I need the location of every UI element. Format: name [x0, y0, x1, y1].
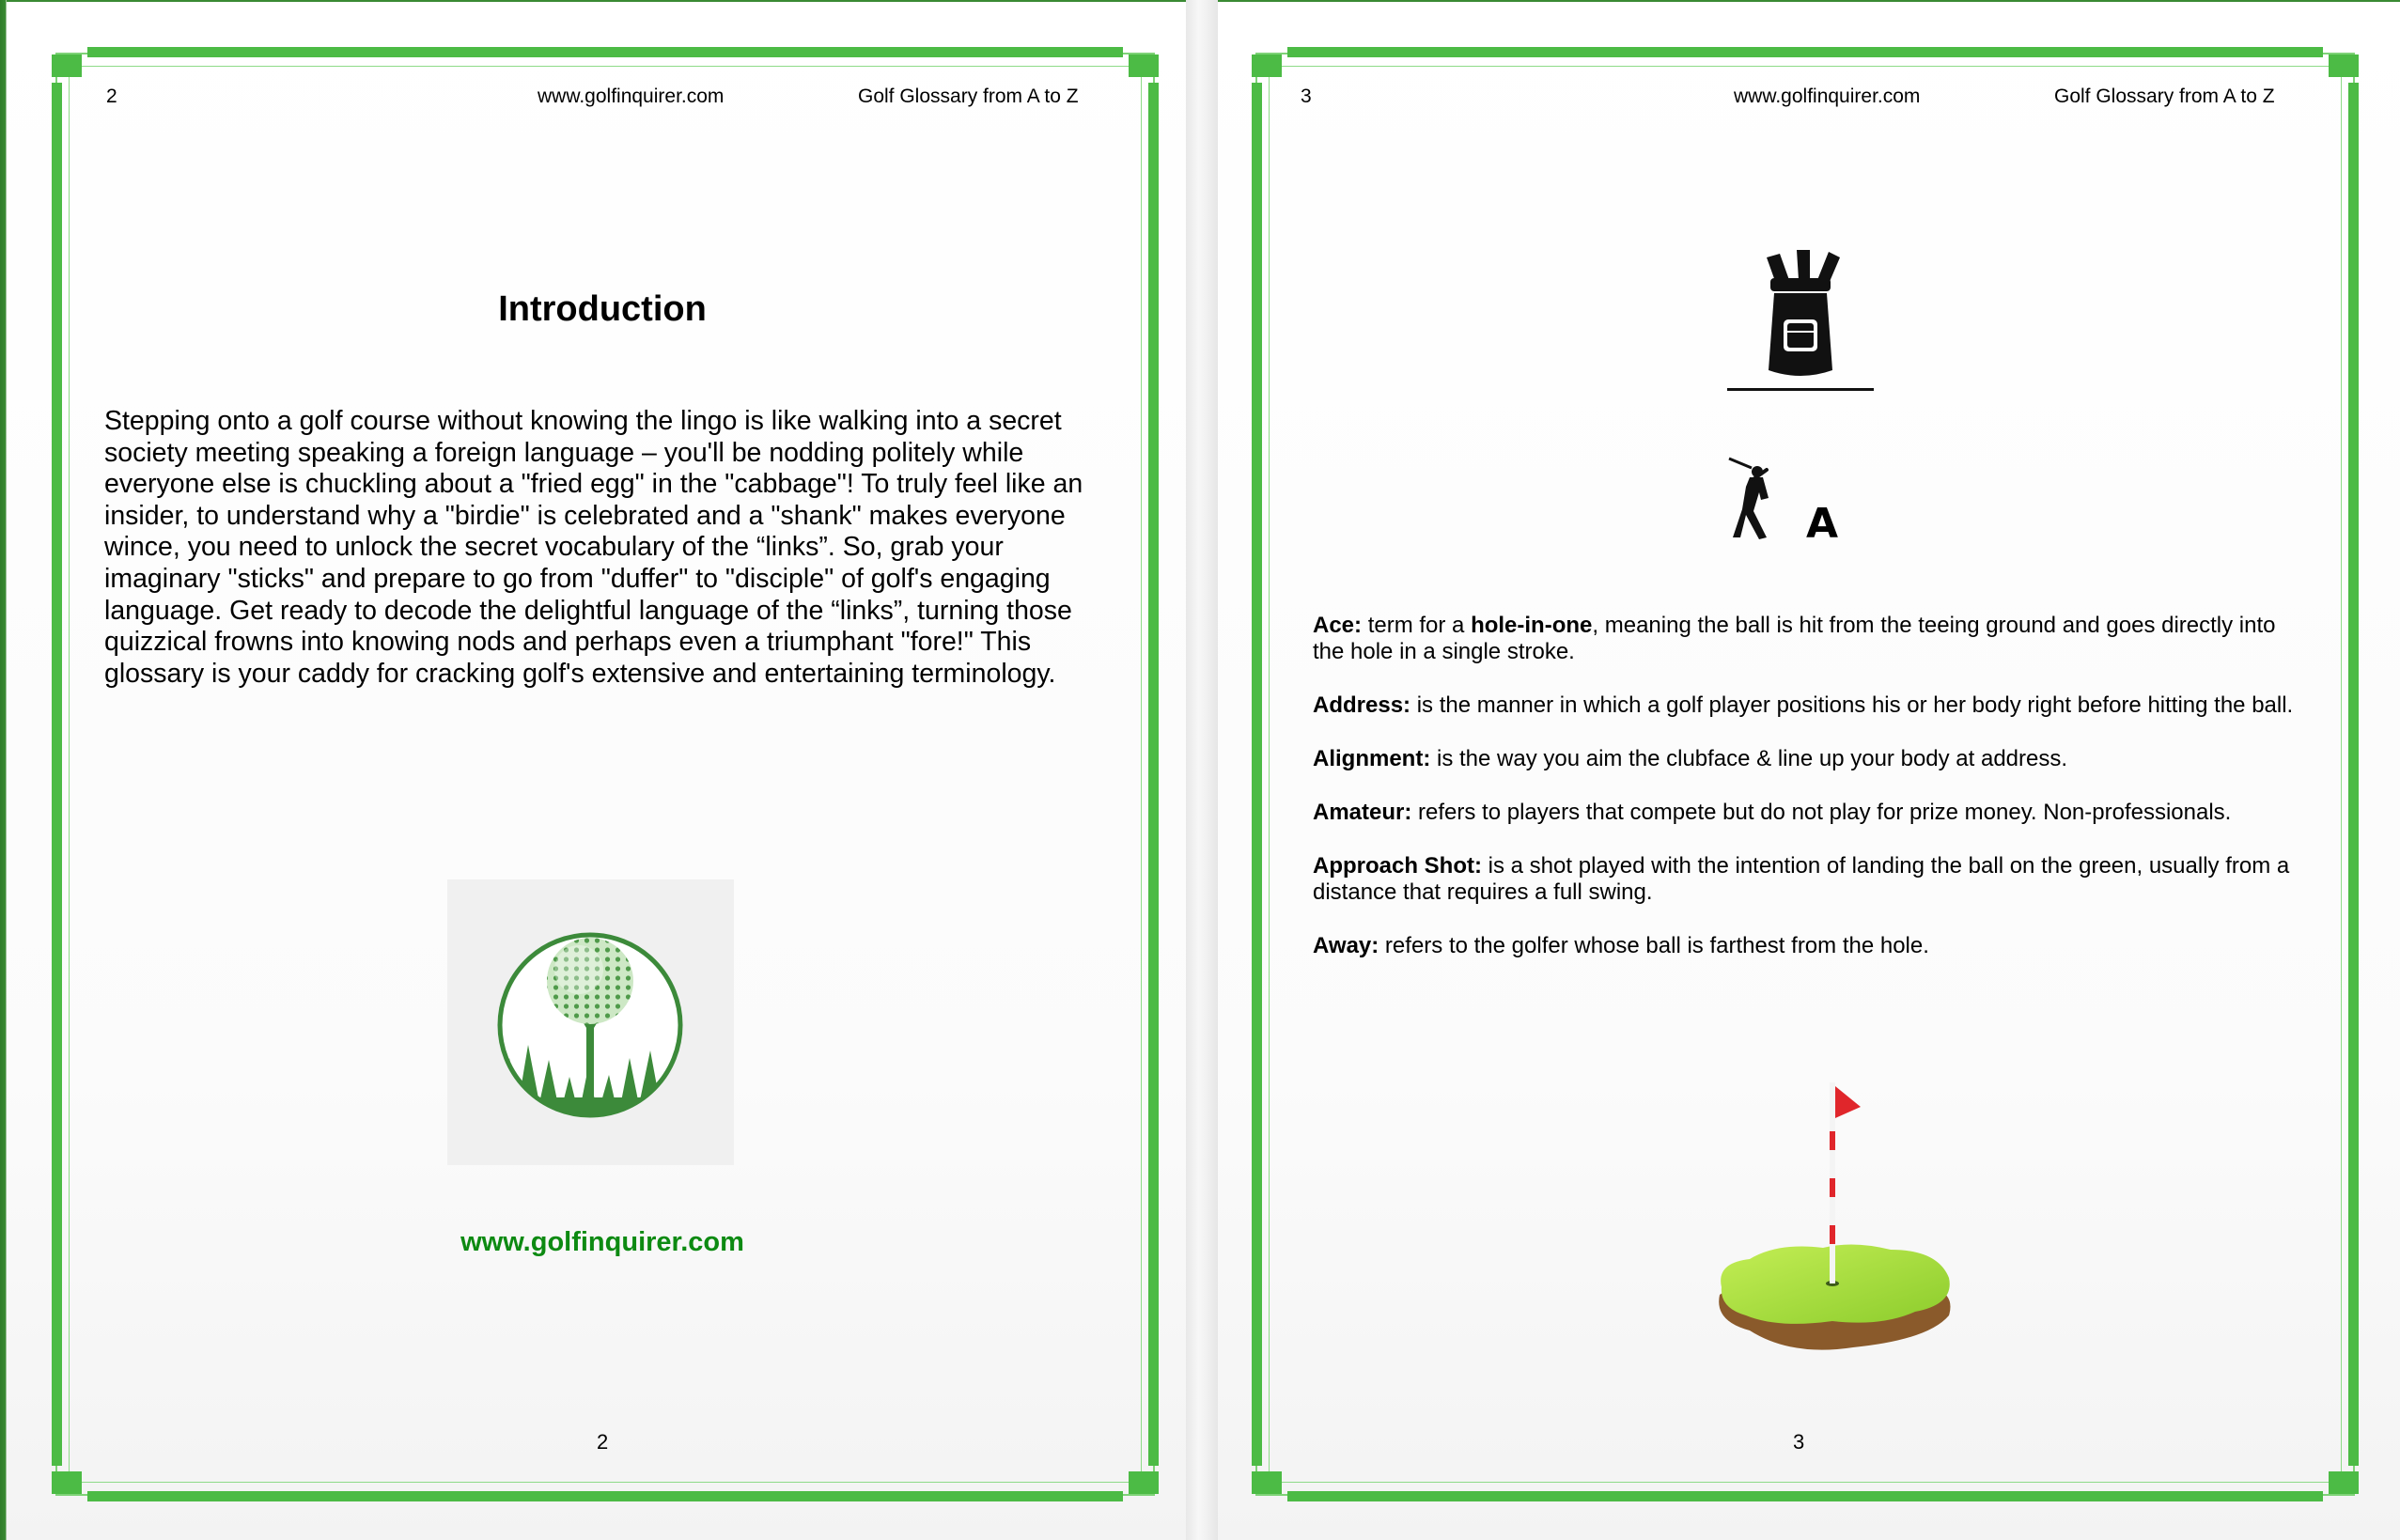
website-link[interactable]: www.golfinquirer.com — [460, 1227, 744, 1257]
glossary-entry: Away: refers to the golfer whose ball is farthest from the hole. — [1313, 933, 1929, 958]
glossary-entry: Amateur: refers to players that compete but do not play for prize money. Non-professionals. — [1313, 800, 2232, 825]
glossary-entry: Address: is the manner in which a golf player positions his or her body right before hitting the ball. — [1313, 692, 2294, 718]
page-right — [1218, 0, 2400, 1540]
header-site: www.golfinquirer.com — [538, 86, 725, 107]
intro-paragraph: Stepping onto a golf course without knowing the lingo is like walking into a secret society meeting speaking a foreign language – you'll be nodding politely while everyone else is chuckling about a "fried egg" in the "cabbage"! To truly feel like an insider, to understand why a "birdie" is celebrated and a "shank" makes everyone wince, you need to unlock the secret vocabulary of the “links”. So, grab your imaginary "sticks" and prepare to go from "duffer" to "disciple" of golf's engaging language. Get ready to decode the delightful language of the “links”, turning those quizzical frowns into knowing nods and perhaps even a triumphant "fore!" This glossary is your caddy for cracking golf's extensive and entertaining terminology. — [104, 406, 1083, 689]
footer-page-number: 3 — [1793, 1430, 1805, 1454]
header-site: www.golfinquirer.com — [1734, 86, 1921, 107]
golfer-swing-icon — [1725, 455, 1791, 541]
page-left — [7, 0, 1186, 1540]
header-page-number: 3 — [1301, 86, 1312, 107]
page-title: Introduction — [498, 289, 707, 329]
golf-ball-on-tee-logo-icon — [447, 879, 734, 1165]
header-book-title: Golf Glossary from A to Z — [858, 86, 1079, 107]
golf-bag-icon — [1727, 246, 1874, 395]
glossary-entries — [1313, 613, 2309, 987]
glossary-entry: Ace: term for a hole-in-one, meaning the ball is hit from the teeing ground and goes directly into the hole in a single stroke. — [1313, 613, 2276, 664]
glossary-entry: Alignment: is the way you aim the clubface & line up your body at address. — [1313, 746, 2068, 771]
page-top-rule — [7, 0, 1186, 2]
header-page-number: 2 — [106, 86, 117, 107]
page-top-rule — [1218, 0, 2400, 2]
book-gutter — [1186, 0, 1218, 1540]
footer-page-number: 2 — [597, 1430, 609, 1454]
golf-flag-green-icon — [1712, 1075, 1956, 1376]
section-letter: A — [1806, 500, 1839, 548]
glossary-entry: Approach Shot: is a shot played with the intention of landing the ball on the green, usually from a distance that requires a full swing. — [1313, 853, 2290, 905]
header-book-title: Golf Glossary from A to Z — [2054, 86, 2275, 107]
page-border-frame — [52, 47, 1159, 1501]
